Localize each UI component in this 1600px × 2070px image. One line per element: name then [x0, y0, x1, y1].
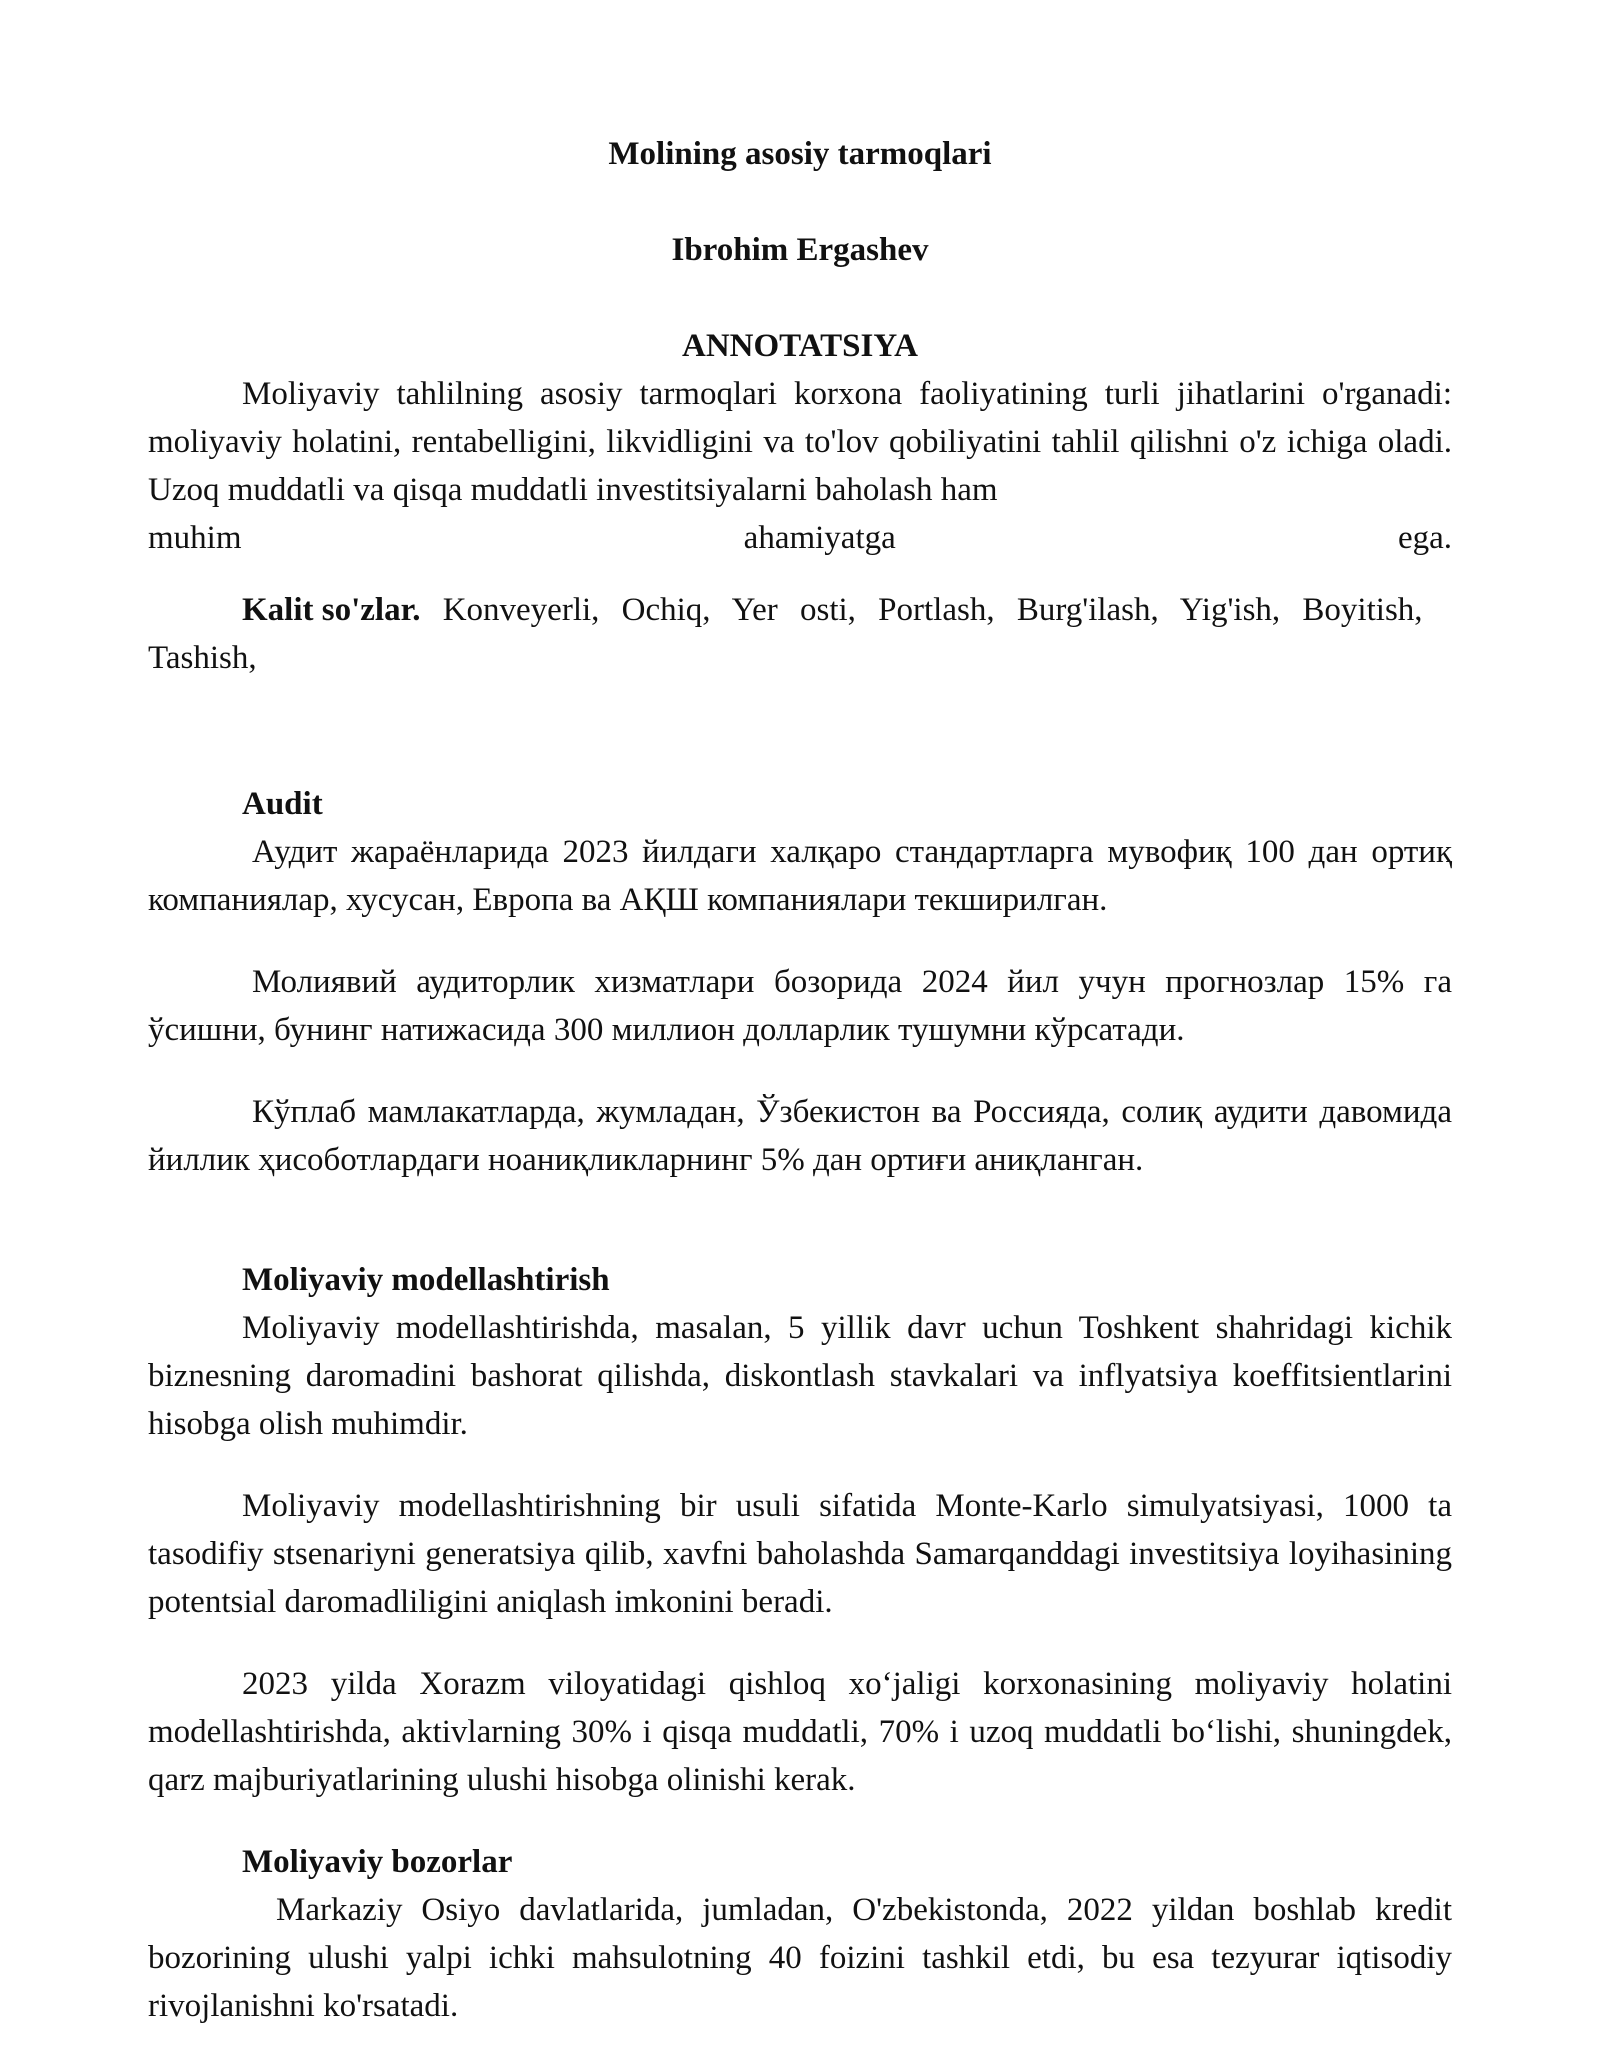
annotation-text: Moliyaviy tahlilning asosiy tarmoqlari korxona faoliyatining turli jihatlarini o'rganadi: moliyaviy holatini, rentabelligini, likvidligini va to'lov qobiliyatini tahlil qilishni o'z ichiga oladi. Uzoq muddatli va qisqa muddatli investitsiyalarni baholash ham — [148, 376, 1452, 508]
markets-paragraph-1: Markaziy Osiyo davlatlarida, jumladan, O'zbekistonda, 2022 yildan boshlab kredit bozorining ulushi yalpi ichki mahsulotning 40 foizini tashkil etdi, bu esa tezyurar iqtisodiy rivojlanishni ko'rsatadi. — [148, 1892, 1452, 2024]
modelling-paragraph-1: Moliyaviy modellashtirishda, masalan, 5 yillik davr uchun Toshkent shahridagi kichik biznesning daromadini bashorat qilishda, diskontlash stavkalari va inflyatsiya koeffitsientlarini hisobga olish muhimdir. — [148, 1310, 1452, 1442]
annotation-heading: ANNOTATSIYA — [682, 328, 918, 364]
document-page — [148, 0, 1452, 2030]
audit-paragraph-2: Молиявий аудиторлик хизматлари бозорида 2024 йил учун прогнозлар 15% га ўсишни, бунинг натижасида 300 миллион долларлик тушумни кўрсатади. — [148, 964, 1452, 1048]
annotation-last-line: muhim ahamiyatga ega. — [148, 520, 1452, 556]
audit-paragraph-1: Аудит жараёнларида 2023 йилдаги халқаро стандартларга мувофиқ 100 дан ортиқ компаниялар, хусусан, Европа ва АҚШ компаниялари текширилган. — [148, 834, 1452, 918]
section-heading-audit: Audit — [242, 786, 323, 822]
keywords-paragraph — [148, 586, 1452, 682]
section-heading-modelling: Moliyaviy modellashtirish — [242, 1262, 610, 1298]
keywords-text: Konveyerli, Ochiq, Yer osti, Portlash, Burg'ilash, Yig'ish, Boyitish, Tashish, — [148, 592, 1423, 676]
keywords-label: Kalit so'zlar. — [242, 592, 421, 628]
section-heading-markets: Moliyaviy bozorlar — [242, 1844, 513, 1880]
audit-paragraph-3: Кўплаб мамлакатларда, жумладан, Ўзбекистон ва Россияда, солиқ аудити давомида йиллик ҳисоботлардаги ноаниқликларнинг 5% дан ортиғи аниқланган. — [148, 1094, 1452, 1178]
document-title: Molining asosiy tarmoqlari — [608, 136, 992, 172]
author-name: Ibrohim Ergashev — [671, 232, 929, 268]
modelling-paragraph-3: 2023 yilda Xorazm viloyatidagi qishloq xo‘jaligi korxonasining moliyaviy holatini modellashtirishda, aktivlarning 30% i qisqa muddatli, 70% i uzoq muddatli bo‘lishi, shuningdek, qarz majburiyatlarining ulushi hisobga olinishi kerak. — [148, 1666, 1452, 1798]
modelling-paragraph-2: Moliyaviy modellashtirishning bir usuli sifatida Monte-Karlo simulyatsiyasi, 1000 ta tasodifiy stsenariyni generatsiya qilib, xavfni baholashda Samarqanddagi investitsiya loyihasining potentsial daromadliligini aniqlash imkonini beradi. — [148, 1488, 1452, 1620]
